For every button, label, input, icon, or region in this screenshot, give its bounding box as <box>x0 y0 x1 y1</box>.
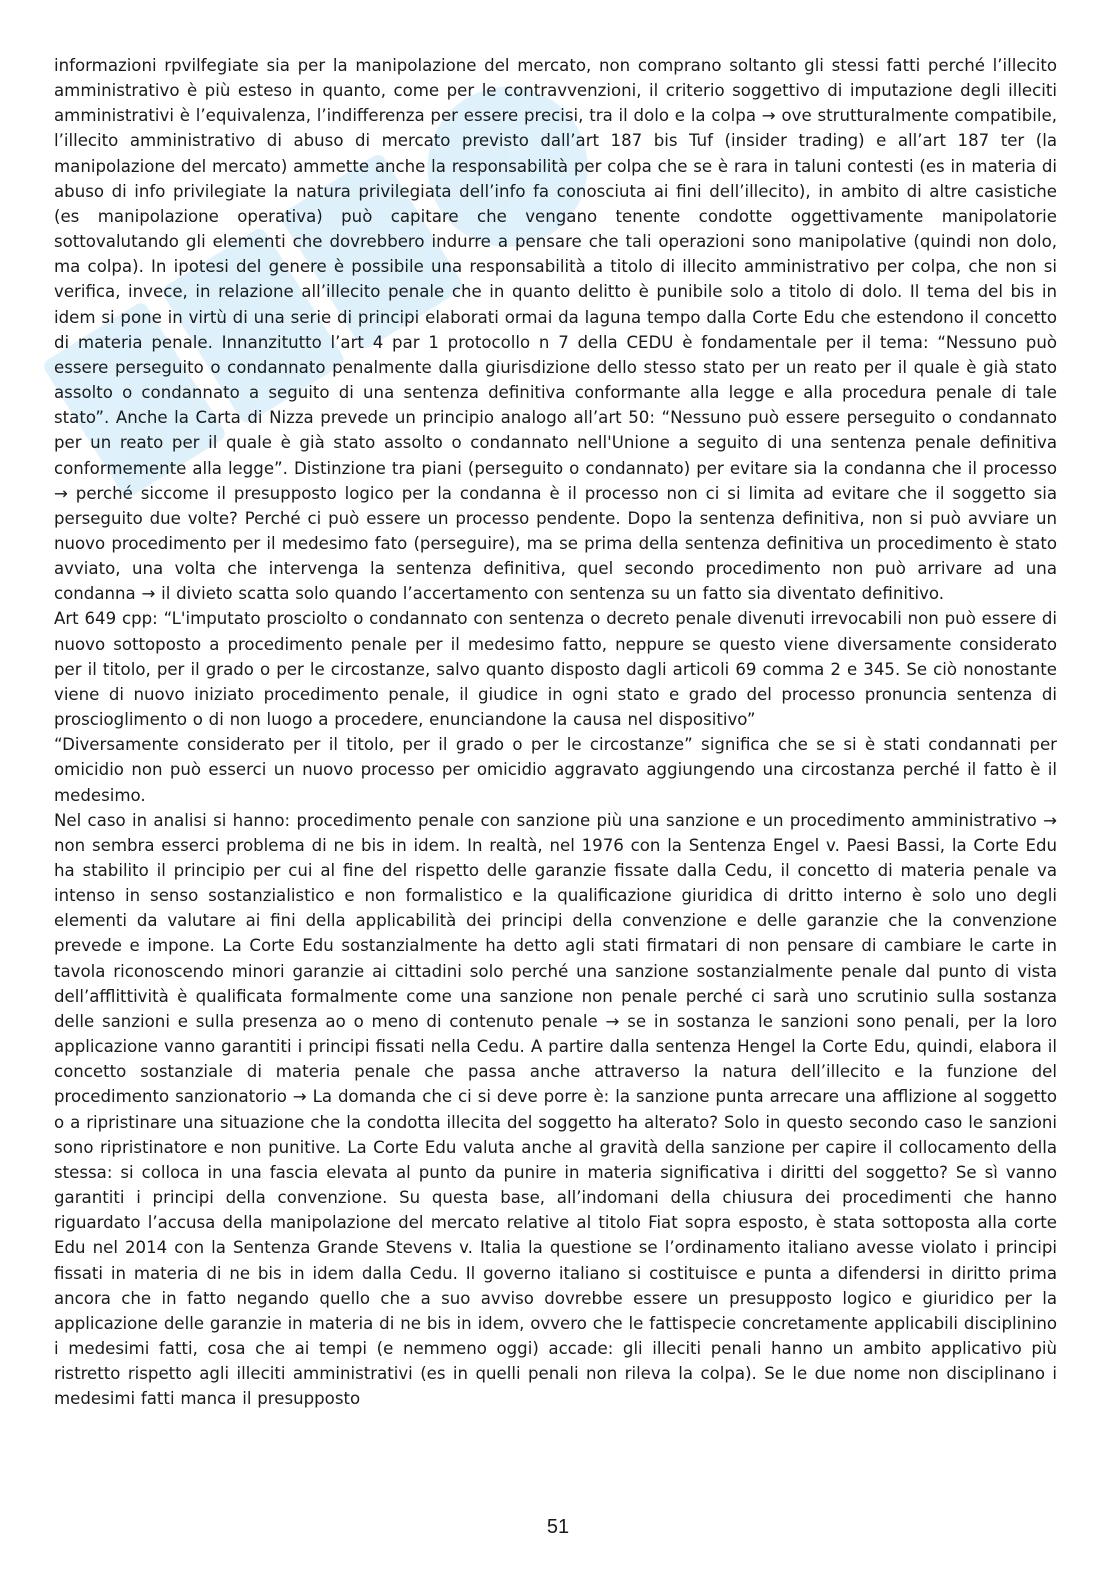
page-number: 51 <box>546 1516 570 1538</box>
paragraph-2: Art 649 cpp: “L'imputato prosciolto o condannato con sentenza o decreto penale divenuti irrevocabili non può essere di nuovo sottoposto a procedimento penale per il medesimo fatto, neppure se questo viene diversamente considerato per il titolo, per il grado o per le circostanze, salvo quanto disposto dagli articoli 69 comma 2 e 345. Se ciò nonostante viene di nuovo iniziato procedimento penale, il giudice in ogni stato e grado del processo pronuncia sentenza di proscioglimento o di non luogo a procedere, enunciandone la causa nel dispositivo” <box>54 609 1057 730</box>
document-body <box>54 53 1057 1513</box>
paragraph-1: informazioni rpvilfegiate sia per la manipolazione del mercato, non comprano soltanto gli stessi fatti perché l’illecito amministrativo è più esteso in quanto, come per le contravvenzioni, il criterio soggettivo di imputazione degli illeciti amministrativi è l’equivalenza, l’indifferenza per essere precisi, tra il dolo e la colpa → ove strutturalmente compatibile, l’illecito amministrativo di abuso di mercato previsto dall’art 187 bis Tuf (insider trading) e all’art 187 ter (la manipolazione del mercato) ammette anche la responsabilità per colpa che se è rara in taluni contesti (es in materia di abuso di info privilegiate la natura privilegiata dell’info fa conosciuta ai fini dell’illecito), in ambito di altre casistiche (es manipolazione operativa) può capitare che vengano tenente condotte oggettivamente manipolatorie sottovalutando gli elementi che dovrebbero indurre a pensare che tali operazioni sono manipolative (quindi non dolo, ma colpa). In ipotesi del genere è possibile una responsabilità a titolo di illecito amministrativo per colpa, che non si verifica, invece, in relazione all’illecito penale che in quanto delitto è punibile solo a titolo di dolo. Il tema del bis in idem si pone in virtù di una serie di principi elaborati ormai da laguna tempo dalla Corte Edu che estendono il concetto di materia penale. Innanzitutto l’art 4 par 1 protocollo n 7 della CEDU è fondamentale per il tema: “Nessuno può essere perseguito o condannato penalmente dalla giurisdizione dello stesso stato per un reato per il quale è già stato assolto o condannato a seguito di una sentenza definitiva conformante alla legge e alla procedura penale di tale stato”. Anche la Carta di Nizza prevede un principio analogo all’art 50: “Nessuno può essere perseguito o condannato per un reato per il quale è già stato assolto o condannato nell'Unione a seguito di una sentenza penale definitiva conformemente alla legge”. Distinzione tra piani (perseguito o condannato) per evitare sia la condanna che il processo → perché siccome il presupposto logico per la condanna è il processo non ci si limita ad evitare che il soggetto sia perseguito due volte? Perché ci può essere un processo pendente. Dopo la sentenza definitiva, non si può avviare un nuovo procedimento per il medesimo fato (perseguire), ma se prima della sentenza definitiva un procedimento è stato avviato, una volta che intervenga la sentenza definitiva, quel secondo procedimento non può arrivare ad una condanna → il divieto scatta solo quando l’accertamento con sentenza su un fatto sia diventato definitivo. <box>54 56 1057 604</box>
paragraph-4: Nel caso in analisi si hanno: procedimento penale con sanzione più una sanzione e un procedimento amministrativo → non sembra esserci problema di ne bis in idem. In realtà, nel 1976 con la Sentenza Engel v. Paesi Bassi, la Corte Edu ha stabilito il principio per cui al fine del rispetto delle garanzie fissate dalla Cedu, il concetto di materia penale va intenso in senso sostanzialistico e non formalistico e la qualificazione giuridica di dritto interno è solo uno degli elementi da valutare ai fini della applicabilità dei principi della convenzione e delle garanzie che la convenzione prevede e impone. La Corte Edu sostanzialmente ha detto agli stati firmatari di non pensare di cambiare le carte in tavola riconoscendo minori garanzie ai cittadini solo perché una sanzione sostanzialmente penale dal punto di vista dell’afflittività è qualificata formalmente come una sanzione non penale perché ci sarà uno scrutinio sulla sostanza delle sanzioni e sulla presenza ao o meno di contenuto penale → se in sostanza le sanzioni sono penali, per la loro applicazione vanno garantiti i principi fissati nella Cedu. A partire dalla sentenza Hengel la Corte Edu, quindi, elabora il concetto sostanziale di materia penale che passa anche attraverso la natura dell’illecito e la funzione del procedimento sanzionatorio → La domanda che ci si deve porre è: la sanzione punta arrecare una afflizione al soggetto o a ripristinare una situazione che la condotta illecita del soggetto ha alterato? Solo in questo secondo caso le sanzioni sono ripristinatore e non punitive. La Corte Edu valuta anche al gravità della sanzione per capire il collocamento della stessa: si colloca in una fascia elevata al punto da punire in materia significativa i diritti del soggetto? Se sì vanno garantiti i principi della convenzione. Su questa base, all’indomani della chiusura dei procedimenti che hanno riguardato l’accusa della manipolazione del mercato relative al titolo Fiat sopra esposto, è stata sottoposta alla corte Edu nel 2014 con la Sentenza Grande Stevens v. Italia la questione se l’ordinamento italiano avesse violato i principi fissati in materia di ne bis in idem dalla Cedu. Il governo italiano si costituisce e punta a difendersi in diritto prima ancora che in fatto negando quello che a suo avviso dovrebbe essere un presupposto logico e giuridico per la applicazione delle garanzie in materia di ne bis in idem, ovvero che le fattispecie concretamente applicabili disciplinino i medesimi fatti, cosa che ai tempi (e nemmeno oggi) accade: gli illeciti penali hanno un ambito applicativo più ristretto rispetto agli illeciti amministrativi (es in quelli penali non rileva la colpa). Se le due nome non disciplinano i medesimi fatti manca il presupposto <box>54 810 1057 1409</box>
paragraph-3: “Diversamente considerato per il titolo, per il grado o per le circostanze” significa che se si è stati condannati per omicidio non può esserci un nuovo processo per omicidio aggravato aggiungendo una circostanza perché il fatto è il medesimo. <box>54 735 1057 805</box>
